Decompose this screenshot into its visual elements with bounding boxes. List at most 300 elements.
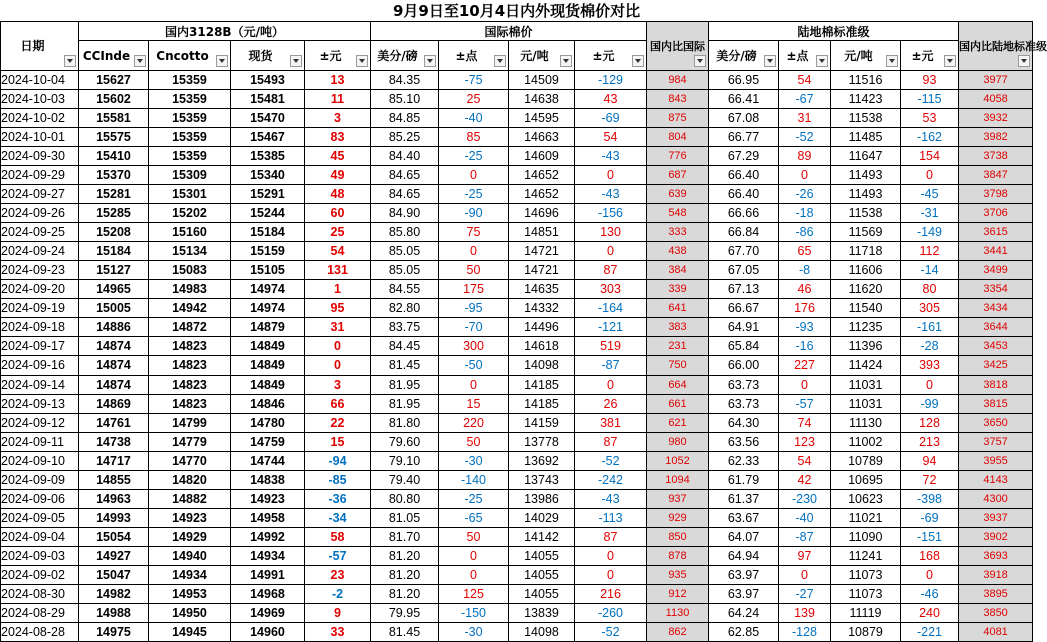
cell-ccl-points[interactable]: -57 <box>779 394 831 413</box>
cell-intl-usc[interactable]: 81.45 <box>371 622 439 641</box>
cell-ccl-points[interactable]: 139 <box>779 603 831 622</box>
cell-intl-usc[interactable]: 81.20 <box>371 565 439 584</box>
cell-domestic-change[interactable]: -85 <box>305 470 371 489</box>
cell-intl-points[interactable]: -25 <box>439 147 509 166</box>
cell-intl-change[interactable]: -52 <box>575 622 647 641</box>
cell-ccl-usc[interactable]: 63.67 <box>709 508 779 527</box>
cell-cncotton[interactable]: 14929 <box>149 527 231 546</box>
cell-spot[interactable]: 15291 <box>231 185 305 204</box>
cell-date[interactable]: 2024-09-29 <box>1 166 79 185</box>
cell-ccl-change[interactable]: 0 <box>901 166 959 185</box>
cell-domestic-vs-intl[interactable]: 937 <box>647 489 709 508</box>
cell-spot[interactable]: 15470 <box>231 109 305 128</box>
cell-intl-cny[interactable]: 14098 <box>509 622 575 641</box>
vs-intl-filter-dropdown-icon[interactable] <box>694 55 706 67</box>
cell-intl-usc[interactable]: 81.20 <box>371 546 439 565</box>
cell-ccl-change[interactable]: 93 <box>901 71 959 90</box>
cell-ccl-points[interactable]: 42 <box>779 470 831 489</box>
cell-date[interactable]: 2024-09-25 <box>1 223 79 242</box>
cell-domestic-vs-ccl[interactable]: 3850 <box>959 603 1033 622</box>
spot-filter-dropdown-icon[interactable] <box>290 55 302 67</box>
cell-spot[interactable]: 14974 <box>231 280 305 299</box>
cell-domestic-change[interactable]: 22 <box>305 413 371 432</box>
cell-ccl-points[interactable]: 46 <box>779 280 831 299</box>
cell-domestic-change[interactable]: 23 <box>305 565 371 584</box>
cell-intl-usc[interactable]: 84.65 <box>371 166 439 185</box>
cell-domestic-change[interactable]: 31 <box>305 318 371 337</box>
cell-domestic-vs-intl[interactable]: 875 <box>647 109 709 128</box>
cell-ccl-cny[interactable]: 11119 <box>831 603 901 622</box>
cell-spot[interactable]: 15184 <box>231 223 305 242</box>
cell-ccl-points[interactable]: 97 <box>779 546 831 565</box>
cell-ccl-change[interactable]: -99 <box>901 394 959 413</box>
cell-intl-cny[interactable]: 14721 <box>509 261 575 280</box>
cell-intl-cny[interactable]: 14851 <box>509 223 575 242</box>
cell-ccl-cny[interactable]: 11647 <box>831 147 901 166</box>
cell-ccl-usc[interactable]: 66.40 <box>709 166 779 185</box>
cell-domestic-vs-intl[interactable]: 621 <box>647 413 709 432</box>
cell-cncotton[interactable]: 15301 <box>149 185 231 204</box>
cell-intl-change[interactable]: -260 <box>575 603 647 622</box>
cell-domestic-vs-ccl[interactable]: 3818 <box>959 375 1033 394</box>
cell-intl-cny[interactable]: 14159 <box>509 413 575 432</box>
cell-intl-cny[interactable]: 14618 <box>509 337 575 356</box>
cell-intl-change[interactable]: -43 <box>575 185 647 204</box>
cell-ccl-points[interactable]: -67 <box>779 90 831 109</box>
cell-ccl-usc[interactable]: 63.73 <box>709 394 779 413</box>
cell-ccl-change[interactable]: -151 <box>901 527 959 546</box>
cell-intl-cny[interactable]: 14098 <box>509 356 575 375</box>
cell-cncotton[interactable]: 15309 <box>149 166 231 185</box>
cell-ccindex[interactable]: 15410 <box>79 147 149 166</box>
cell-domestic-vs-ccl[interactable]: 3693 <box>959 546 1033 565</box>
cell-domestic-vs-intl[interactable]: 878 <box>647 546 709 565</box>
cell-cncotton[interactable]: 15160 <box>149 223 231 242</box>
cell-domestic-vs-ccl[interactable]: 4300 <box>959 489 1033 508</box>
intl-cny-filter-dropdown-icon[interactable] <box>560 55 572 67</box>
cell-domestic-vs-intl[interactable]: 339 <box>647 280 709 299</box>
cell-intl-usc[interactable]: 81.45 <box>371 356 439 375</box>
cell-date[interactable]: 2024-09-18 <box>1 318 79 337</box>
cell-ccl-usc[interactable]: 63.56 <box>709 432 779 451</box>
cell-spot[interactable]: 14974 <box>231 299 305 318</box>
cell-intl-points[interactable]: -140 <box>439 470 509 489</box>
cell-ccl-cny[interactable]: 11485 <box>831 128 901 147</box>
cell-domestic-change[interactable]: 11 <box>305 90 371 109</box>
cell-cncotton[interactable]: 14823 <box>149 375 231 394</box>
cell-ccl-usc[interactable]: 61.37 <box>709 489 779 508</box>
cell-domestic-vs-ccl[interactable]: 3982 <box>959 128 1033 147</box>
cell-cncotton[interactable]: 15359 <box>149 109 231 128</box>
cell-ccl-cny[interactable]: 10695 <box>831 470 901 489</box>
cell-ccl-cny[interactable]: 11073 <box>831 584 901 603</box>
cell-ccl-points[interactable]: -27 <box>779 584 831 603</box>
cell-intl-usc[interactable]: 79.40 <box>371 470 439 489</box>
cell-ccl-points[interactable]: 31 <box>779 109 831 128</box>
cell-cncotton[interactable]: 14779 <box>149 432 231 451</box>
cell-ccindex[interactable]: 15047 <box>79 565 149 584</box>
cell-ccindex[interactable]: 14993 <box>79 508 149 527</box>
cell-intl-change[interactable]: 26 <box>575 394 647 413</box>
cell-ccl-cny[interactable]: 11620 <box>831 280 901 299</box>
cell-intl-points[interactable]: -70 <box>439 318 509 337</box>
cell-ccl-usc[interactable]: 66.00 <box>709 356 779 375</box>
cell-domestic-change[interactable]: 54 <box>305 242 371 261</box>
cell-intl-cny[interactable]: 14055 <box>509 584 575 603</box>
cell-cncotton[interactable]: 14934 <box>149 565 231 584</box>
cell-intl-points[interactable]: 125 <box>439 584 509 603</box>
cell-ccl-usc[interactable]: 64.07 <box>709 527 779 546</box>
cell-ccindex[interactable]: 14886 <box>79 318 149 337</box>
cell-spot[interactable]: 14879 <box>231 318 305 337</box>
cell-ccl-cny[interactable]: 10789 <box>831 451 901 470</box>
cell-cncotton[interactable]: 14799 <box>149 413 231 432</box>
cell-intl-points[interactable]: 50 <box>439 432 509 451</box>
cell-intl-change[interactable]: -113 <box>575 508 647 527</box>
cell-intl-change[interactable]: -156 <box>575 204 647 223</box>
cell-intl-cny[interactable]: 13986 <box>509 489 575 508</box>
cell-domestic-change[interactable]: 25 <box>305 223 371 242</box>
cell-ccl-cny[interactable]: 11002 <box>831 432 901 451</box>
cell-ccindex[interactable]: 14988 <box>79 603 149 622</box>
cell-intl-change[interactable]: 87 <box>575 527 647 546</box>
cell-cncotton[interactable]: 14940 <box>149 546 231 565</box>
cell-intl-usc[interactable]: 85.10 <box>371 90 439 109</box>
cell-intl-change[interactable]: 519 <box>575 337 647 356</box>
cell-ccl-change[interactable]: 305 <box>901 299 959 318</box>
cell-ccl-points[interactable]: 89 <box>779 147 831 166</box>
cell-intl-usc[interactable]: 81.70 <box>371 527 439 546</box>
cell-domestic-vs-ccl[interactable]: 3955 <box>959 451 1033 470</box>
cell-ccindex[interactable]: 15184 <box>79 242 149 261</box>
cell-intl-points[interactable]: 25 <box>439 90 509 109</box>
cell-date[interactable]: 2024-09-13 <box>1 394 79 413</box>
cell-spot[interactable]: 14958 <box>231 508 305 527</box>
cell-cncotton[interactable]: 14823 <box>149 337 231 356</box>
cell-intl-cny[interactable]: 14185 <box>509 394 575 413</box>
cell-ccl-change[interactable]: -31 <box>901 204 959 223</box>
cell-date[interactable]: 2024-09-27 <box>1 185 79 204</box>
cell-intl-usc[interactable]: 79.10 <box>371 451 439 470</box>
cell-intl-cny[interactable]: 14029 <box>509 508 575 527</box>
cell-intl-usc[interactable]: 79.60 <box>371 432 439 451</box>
cell-ccl-points[interactable]: 54 <box>779 71 831 90</box>
cell-domestic-vs-intl[interactable]: 687 <box>647 166 709 185</box>
cell-intl-usc[interactable]: 85.25 <box>371 128 439 147</box>
cell-ccl-change[interactable]: 168 <box>901 546 959 565</box>
cell-ccl-cny[interactable]: 11540 <box>831 299 901 318</box>
cell-ccindex[interactable]: 14738 <box>79 432 149 451</box>
cell-date[interactable]: 2024-09-14 <box>1 375 79 394</box>
cell-intl-change[interactable]: 130 <box>575 223 647 242</box>
cell-domestic-vs-intl[interactable]: 661 <box>647 394 709 413</box>
cell-date[interactable]: 2024-10-04 <box>1 71 79 90</box>
cell-intl-points[interactable]: 0 <box>439 166 509 185</box>
cell-cncotton[interactable]: 14872 <box>149 318 231 337</box>
cell-ccl-points[interactable]: -230 <box>779 489 831 508</box>
cell-date[interactable]: 2024-10-02 <box>1 109 79 128</box>
cell-domestic-vs-ccl[interactable]: 3757 <box>959 432 1033 451</box>
cell-ccl-cny[interactable]: 11493 <box>831 166 901 185</box>
cell-cncotton[interactable]: 15359 <box>149 71 231 90</box>
cell-intl-points[interactable]: 0 <box>439 375 509 394</box>
cell-intl-points[interactable]: 50 <box>439 261 509 280</box>
cell-intl-change[interactable]: 0 <box>575 242 647 261</box>
cell-intl-cny[interactable]: 13743 <box>509 470 575 489</box>
cell-domestic-vs-intl[interactable]: 231 <box>647 337 709 356</box>
cell-domestic-vs-intl[interactable]: 1094 <box>647 470 709 489</box>
cell-intl-usc[interactable]: 79.95 <box>371 603 439 622</box>
cell-date[interactable]: 2024-09-19 <box>1 299 79 318</box>
cell-ccl-points[interactable]: 0 <box>779 375 831 394</box>
cell-domestic-vs-ccl[interactable]: 4081 <box>959 622 1033 641</box>
cell-domestic-vs-ccl[interactable]: 3932 <box>959 109 1033 128</box>
cell-domestic-change[interactable]: 131 <box>305 261 371 280</box>
cell-ccindex[interactable]: 14965 <box>79 280 149 299</box>
cell-intl-usc[interactable]: 80.80 <box>371 489 439 508</box>
cell-ccl-cny[interactable]: 11569 <box>831 223 901 242</box>
cell-intl-points[interactable]: -90 <box>439 204 509 223</box>
cell-ccl-usc[interactable]: 66.40 <box>709 185 779 204</box>
cell-ccl-usc[interactable]: 64.94 <box>709 546 779 565</box>
cell-ccindex[interactable]: 15370 <box>79 166 149 185</box>
cell-ccl-points[interactable]: 0 <box>779 565 831 584</box>
cell-ccl-change[interactable]: 213 <box>901 432 959 451</box>
cell-ccl-change[interactable]: 80 <box>901 280 959 299</box>
cell-domestic-change[interactable]: -34 <box>305 508 371 527</box>
cell-ccl-usc[interactable]: 66.67 <box>709 299 779 318</box>
cell-intl-points[interactable]: 0 <box>439 242 509 261</box>
cell-cncotton[interactable]: 14823 <box>149 394 231 413</box>
cell-ccl-usc[interactable]: 62.85 <box>709 622 779 641</box>
cell-intl-usc[interactable]: 84.90 <box>371 204 439 223</box>
cell-date[interactable]: 2024-09-05 <box>1 508 79 527</box>
cell-domestic-change[interactable]: 60 <box>305 204 371 223</box>
cell-intl-change[interactable]: -164 <box>575 299 647 318</box>
cell-ccl-usc[interactable]: 67.70 <box>709 242 779 261</box>
cell-domestic-change[interactable]: 0 <box>305 356 371 375</box>
cell-intl-change[interactable]: 87 <box>575 432 647 451</box>
cell-ccl-usc[interactable]: 66.84 <box>709 223 779 242</box>
cell-ccl-usc[interactable]: 65.84 <box>709 337 779 356</box>
cell-domestic-vs-intl[interactable]: 664 <box>647 375 709 394</box>
cell-domestic-change[interactable]: 48 <box>305 185 371 204</box>
cell-intl-cny[interactable]: 13839 <box>509 603 575 622</box>
cell-intl-change[interactable]: -87 <box>575 356 647 375</box>
cell-intl-change[interactable]: -129 <box>575 71 647 90</box>
cell-domestic-change[interactable]: 3 <box>305 375 371 394</box>
cell-cncotton[interactable]: 14953 <box>149 584 231 603</box>
cncotton-filter-dropdown-icon[interactable] <box>216 55 228 67</box>
cell-ccl-change[interactable]: -149 <box>901 223 959 242</box>
cell-ccl-change[interactable]: 240 <box>901 603 959 622</box>
cell-intl-cny[interactable]: 14721 <box>509 242 575 261</box>
cell-ccl-usc[interactable]: 63.97 <box>709 565 779 584</box>
cell-domestic-vs-ccl[interactable]: 3918 <box>959 565 1033 584</box>
cell-spot[interactable]: 15481 <box>231 90 305 109</box>
cell-ccl-points[interactable]: 123 <box>779 432 831 451</box>
cell-ccindex[interactable]: 15127 <box>79 261 149 280</box>
cell-domestic-change[interactable]: 95 <box>305 299 371 318</box>
cell-date[interactable]: 2024-09-10 <box>1 451 79 470</box>
cell-intl-cny[interactable]: 13778 <box>509 432 575 451</box>
cell-date[interactable]: 2024-09-02 <box>1 565 79 584</box>
cell-ccl-cny[interactable]: 11423 <box>831 90 901 109</box>
cell-spot[interactable]: 14969 <box>231 603 305 622</box>
cell-ccl-usc[interactable]: 63.97 <box>709 584 779 603</box>
cell-intl-points[interactable]: -75 <box>439 71 509 90</box>
cell-intl-points[interactable]: -50 <box>439 356 509 375</box>
cell-domestic-vs-intl[interactable]: 935 <box>647 565 709 584</box>
cell-spot[interactable]: 14846 <box>231 394 305 413</box>
cell-domestic-change[interactable]: 9 <box>305 603 371 622</box>
cell-ccindex[interactable]: 14869 <box>79 394 149 413</box>
cell-domestic-vs-ccl[interactable]: 3895 <box>959 584 1033 603</box>
cell-domestic-vs-intl[interactable]: 333 <box>647 223 709 242</box>
cell-intl-change[interactable]: -242 <box>575 470 647 489</box>
cell-ccl-cny[interactable]: 10623 <box>831 489 901 508</box>
cell-cncotton[interactable]: 14983 <box>149 280 231 299</box>
cell-spot[interactable]: 14838 <box>231 470 305 489</box>
cell-intl-points[interactable]: -40 <box>439 109 509 128</box>
cell-ccindex[interactable]: 14855 <box>79 470 149 489</box>
cell-spot[interactable]: 14744 <box>231 451 305 470</box>
cell-intl-usc[interactable]: 81.95 <box>371 394 439 413</box>
cell-intl-points[interactable]: -95 <box>439 299 509 318</box>
cell-domestic-change[interactable]: -2 <box>305 584 371 603</box>
cell-domestic-vs-ccl[interactable]: 3815 <box>959 394 1033 413</box>
cell-ccl-cny[interactable]: 11090 <box>831 527 901 546</box>
cell-domestic-vs-ccl[interactable]: 3847 <box>959 166 1033 185</box>
cell-domestic-vs-intl[interactable]: 639 <box>647 185 709 204</box>
cell-intl-points[interactable]: 15 <box>439 394 509 413</box>
cell-ccl-cny[interactable]: 11235 <box>831 318 901 337</box>
cell-intl-points[interactable]: 75 <box>439 223 509 242</box>
cell-intl-cny[interactable]: 14055 <box>509 565 575 584</box>
cell-cncotton[interactable]: 14945 <box>149 622 231 641</box>
cell-intl-change[interactable]: -52 <box>575 451 647 470</box>
cell-intl-points[interactable]: -25 <box>439 185 509 204</box>
cell-domestic-vs-intl[interactable]: 750 <box>647 356 709 375</box>
cell-ccl-usc[interactable]: 64.30 <box>709 413 779 432</box>
vs-ccl-filter-dropdown-icon[interactable] <box>1018 55 1030 67</box>
cell-domestic-vs-intl[interactable]: 980 <box>647 432 709 451</box>
cell-ccl-points[interactable]: -93 <box>779 318 831 337</box>
cell-intl-cny[interactable]: 14185 <box>509 375 575 394</box>
cell-domestic-vs-intl[interactable]: 1130 <box>647 603 709 622</box>
cell-spot[interactable]: 14849 <box>231 337 305 356</box>
cell-ccl-usc[interactable]: 64.91 <box>709 318 779 337</box>
cell-ccindex[interactable]: 15054 <box>79 527 149 546</box>
cell-intl-change[interactable]: -69 <box>575 109 647 128</box>
cell-intl-cny[interactable]: 14652 <box>509 185 575 204</box>
cell-ccl-change[interactable]: 393 <box>901 356 959 375</box>
cell-ccl-cny[interactable]: 11424 <box>831 356 901 375</box>
cell-ccl-change[interactable]: -28 <box>901 337 959 356</box>
cell-intl-points[interactable]: 50 <box>439 527 509 546</box>
cell-ccindex[interactable]: 14963 <box>79 489 149 508</box>
cell-cncotton[interactable]: 14882 <box>149 489 231 508</box>
cell-date[interactable]: 2024-09-12 <box>1 413 79 432</box>
cell-intl-cny[interactable]: 14638 <box>509 90 575 109</box>
cell-domestic-vs-ccl[interactable]: 3977 <box>959 71 1033 90</box>
cell-intl-cny[interactable]: 14609 <box>509 147 575 166</box>
cell-spot[interactable]: 14934 <box>231 546 305 565</box>
cell-ccl-usc[interactable]: 63.73 <box>709 375 779 394</box>
cell-ccl-points[interactable]: -87 <box>779 527 831 546</box>
cell-ccindex[interactable]: 15285 <box>79 204 149 223</box>
cell-date[interactable]: 2024-09-20 <box>1 280 79 299</box>
cell-ccl-cny[interactable]: 11241 <box>831 546 901 565</box>
cell-ccl-usc[interactable]: 62.33 <box>709 451 779 470</box>
cell-date[interactable]: 2024-08-29 <box>1 603 79 622</box>
cell-intl-points[interactable]: -30 <box>439 622 509 641</box>
cell-spot[interactable]: 15159 <box>231 242 305 261</box>
cell-cncotton[interactable]: 15083 <box>149 261 231 280</box>
cell-spot[interactable]: 14991 <box>231 565 305 584</box>
cell-date[interactable]: 2024-10-03 <box>1 90 79 109</box>
cell-ccl-usc[interactable]: 67.13 <box>709 280 779 299</box>
cell-intl-usc[interactable]: 84.40 <box>371 147 439 166</box>
cell-cncotton[interactable]: 14770 <box>149 451 231 470</box>
cell-ccl-cny[interactable]: 11130 <box>831 413 901 432</box>
cell-intl-cny[interactable]: 14663 <box>509 128 575 147</box>
cell-intl-change[interactable]: 43 <box>575 90 647 109</box>
cell-ccindex[interactable]: 15627 <box>79 71 149 90</box>
cell-ccindex[interactable]: 14874 <box>79 337 149 356</box>
cell-domestic-change[interactable]: 15 <box>305 432 371 451</box>
cell-domestic-vs-intl[interactable]: 850 <box>647 527 709 546</box>
cell-domestic-vs-intl[interactable]: 862 <box>647 622 709 641</box>
cell-intl-cny[interactable]: 14696 <box>509 204 575 223</box>
cell-date[interactable]: 2024-09-16 <box>1 356 79 375</box>
cell-intl-usc[interactable]: 82.80 <box>371 299 439 318</box>
cell-ccl-points[interactable]: -18 <box>779 204 831 223</box>
cell-domestic-vs-intl[interactable]: 383 <box>647 318 709 337</box>
cell-spot[interactable]: 14849 <box>231 356 305 375</box>
cell-spot[interactable]: 14923 <box>231 489 305 508</box>
cell-domestic-vs-intl[interactable]: 548 <box>647 204 709 223</box>
ccl-cny-filter-dropdown-icon[interactable] <box>886 55 898 67</box>
cell-ccl-change[interactable]: 0 <box>901 565 959 584</box>
cell-intl-cny[interactable]: 14142 <box>509 527 575 546</box>
cell-ccl-change[interactable]: -398 <box>901 489 959 508</box>
cell-domestic-vs-intl[interactable]: 984 <box>647 71 709 90</box>
cell-date[interactable]: 2024-09-06 <box>1 489 79 508</box>
cell-date[interactable]: 2024-09-11 <box>1 432 79 451</box>
cell-ccl-usc[interactable]: 67.08 <box>709 109 779 128</box>
cell-intl-points[interactable]: -150 <box>439 603 509 622</box>
cell-ccl-usc[interactable]: 67.05 <box>709 261 779 280</box>
cell-ccl-cny[interactable]: 11021 <box>831 508 901 527</box>
cell-intl-points[interactable]: -65 <box>439 508 509 527</box>
cell-spot[interactable]: 14780 <box>231 413 305 432</box>
cell-intl-change[interactable]: 0 <box>575 375 647 394</box>
cell-domestic-vs-intl[interactable]: 1052 <box>647 451 709 470</box>
cell-domestic-change[interactable]: 83 <box>305 128 371 147</box>
cell-cncotton[interactable]: 14823 <box>149 356 231 375</box>
cell-domestic-vs-ccl[interactable]: 4058 <box>959 90 1033 109</box>
cell-intl-usc[interactable]: 84.85 <box>371 109 439 128</box>
cell-intl-usc[interactable]: 84.65 <box>371 185 439 204</box>
cell-intl-change[interactable]: -43 <box>575 489 647 508</box>
cell-intl-usc[interactable]: 84.45 <box>371 337 439 356</box>
cell-domestic-change[interactable]: 33 <box>305 622 371 641</box>
cell-intl-usc[interactable]: 85.05 <box>371 261 439 280</box>
cell-domestic-vs-ccl[interactable]: 3354 <box>959 280 1033 299</box>
cell-ccl-points[interactable]: 65 <box>779 242 831 261</box>
cell-domestic-vs-intl[interactable]: 384 <box>647 261 709 280</box>
